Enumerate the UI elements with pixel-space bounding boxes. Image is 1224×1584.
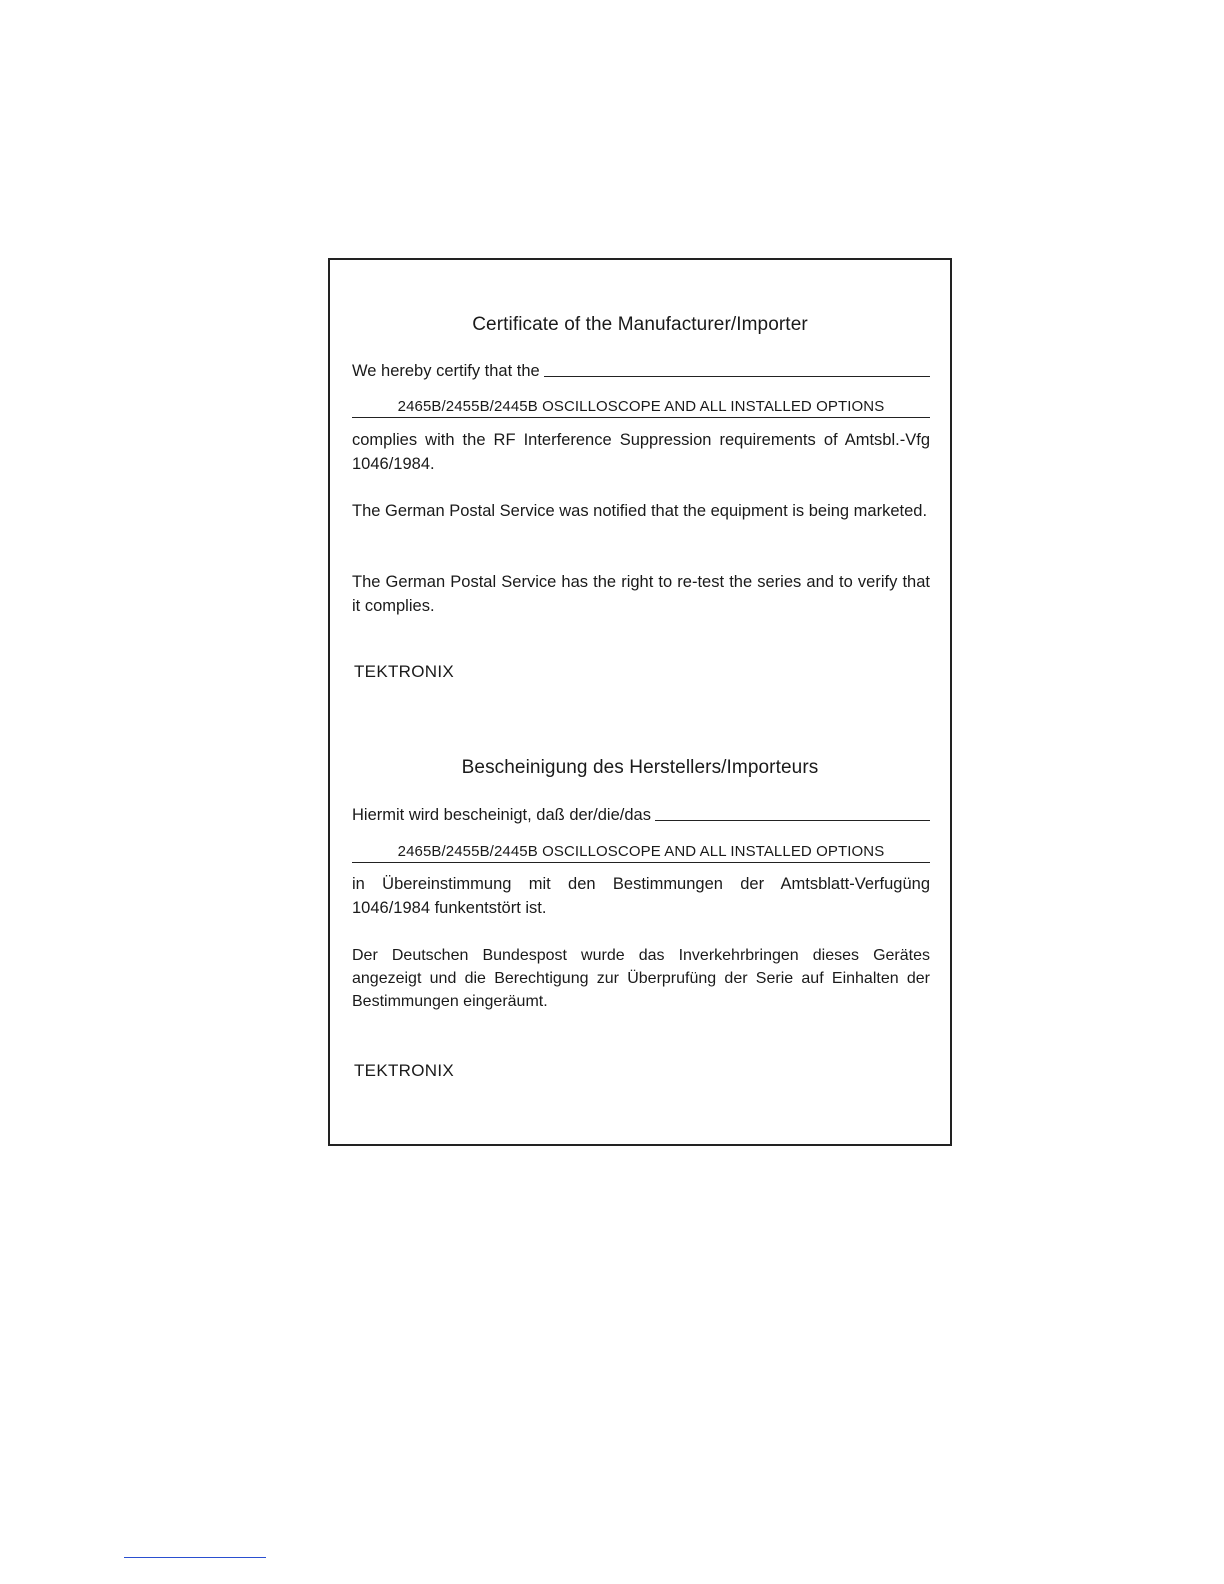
english-paragraph-notified: The German Postal Service was notified that the equipment is being marketed. <box>352 502 928 520</box>
german-paragraph-bundespost: Der Deutschen Bundespost wurde das Inverkehrbringen dieses Gerätes angezeigt und die Berechtigung zur Überprufüng der Serie auf Einhalten der Bestimmungen eingeräumt. <box>352 947 930 1010</box>
english-signature: TEKTRONIX <box>354 662 454 681</box>
english-paragraph-compliance: complies with the RF Interference Suppression requirements of Amtsbl.-Vfg 1046/1984. <box>352 431 930 473</box>
german-paragraph-compliance: in Übereinstimmung mit den Bestimmungen der Amtsblatt-Verfugüng 1046/1984 funkentstört ist. <box>352 875 930 917</box>
german-signature: TEKTRONIX <box>354 1061 454 1080</box>
german-certify-label: Hiermit wird bescheinigt, daß der/die/das <box>352 806 651 824</box>
english-fill-line <box>544 376 930 377</box>
english-certify-row <box>352 362 930 381</box>
english-certify-label: We hereby certify that the <box>352 362 540 380</box>
footer-rule <box>124 1557 266 1558</box>
german-certify-row <box>352 806 930 825</box>
german-fill-line <box>655 820 930 821</box>
english-paragraph-retest: The German Postal Service has the right to re-test the series and to verify that it complies. <box>352 573 930 615</box>
german-title: Bescheinigung des Herstellers/Importeurs <box>461 757 819 778</box>
english-product-name: 2465B/2455B/2445B OSCILLOSCOPE AND ALL INSTALLED OPTIONS <box>352 398 930 418</box>
german-product-name: 2465B/2455B/2445B OSCILLOSCOPE AND ALL INSTALLED OPTIONS <box>352 843 930 863</box>
english-title: Certificate of the Manufacturer/Importer <box>472 314 808 335</box>
certificate-box <box>328 258 952 1146</box>
